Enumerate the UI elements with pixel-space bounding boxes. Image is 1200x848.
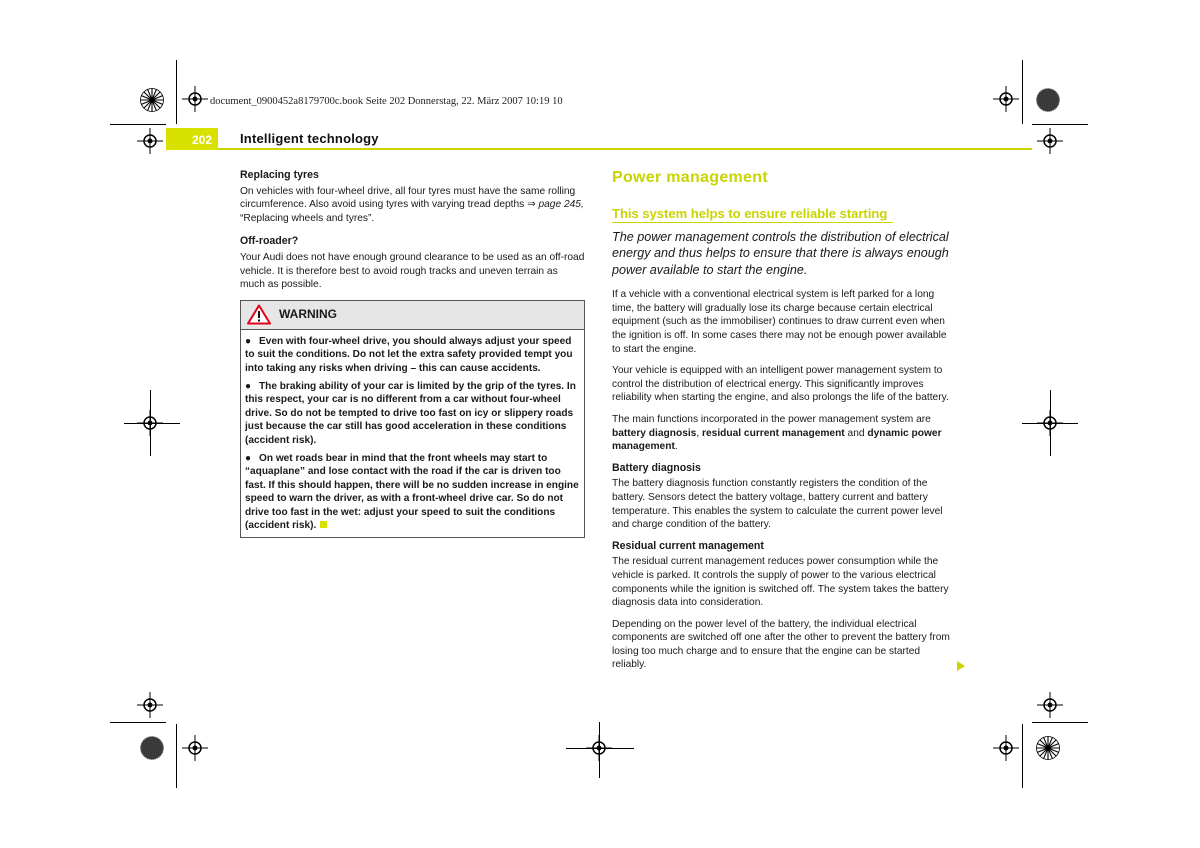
warning-item: ● Even with four-wheel drive, you should always adjust your speed to suit the conditions. Do not let the extra safety provided tempt you into taking any risks when driving – this can cause accidents.: [245, 335, 573, 374]
right-column: [612, 168, 957, 680]
crop-mark: [1050, 390, 1051, 456]
paragraph: The residual current management reduces power consumption while the vehicle is parked. It controls the supply of power to the various electrical components while the ignition is switched off. The system takes the battery diagnosis data into consideration.: [612, 556, 949, 609]
paragraph: Your vehicle is equipped with an intelligent power management system to control the distribution of electrical energy. This significantly improves reliability when starting the engine, and also prolongs the life of the battery.: [612, 365, 949, 404]
paragraph: The main functions incorporated in the power management system are battery diagnosis, residual current management and dynamic power management.: [612, 413, 942, 453]
crop-mark: [150, 390, 151, 456]
crop-mark: [124, 423, 180, 424]
power-management-subtitle: This system helps to ensure reliable starting: [612, 206, 893, 223]
residual-current-heading: Residual current management: [612, 539, 764, 552]
crop-mark: [1022, 724, 1023, 788]
intro-paragraph: The power management controls the distribution of electrical energy and thus helps to ensure that there is always enough power available to start the engine.: [612, 230, 949, 277]
crop-mark: [176, 724, 177, 788]
registration-target-icon: [137, 692, 163, 718]
offroad-paragraph: Your Audi does not have enough ground clearance to be used as an off-road vehicle. It is therefore best to avoid rough tracks and uneven terrain as much as possible.: [240, 251, 585, 291]
registration-target-icon: [993, 86, 1019, 112]
battery-diagnosis-heading: Battery diagnosis: [612, 461, 701, 474]
starburst-mark-icon: [140, 88, 164, 112]
solid-color-mark-icon: [140, 736, 164, 760]
registration-target-icon: [1037, 128, 1063, 154]
registration-target-icon: [182, 735, 208, 761]
warning-item: ● On wet roads bear in mind that the front wheels may start to “aquaplane” and lose contact with the road if the car is driven too fast. If this should happen, there will be no sudden increase in engine speed to warn the driver, as with a front-wheel drive car. So do not drive too fast in the wet: adjust your speed to suit the conditions (accident risk).: [245, 452, 579, 532]
warning-box: [240, 300, 585, 538]
registration-target-icon: [137, 128, 163, 154]
bullet-icon: ●: [245, 452, 252, 464]
warning-triangle-icon: [247, 304, 271, 325]
registration-target-icon: [993, 735, 1019, 761]
solid-color-mark-icon: [1036, 88, 1060, 112]
registration-target-icon: [1037, 692, 1063, 718]
warning-header: [241, 301, 584, 330]
continue-arrow-icon: [957, 661, 965, 671]
crop-mark: [110, 722, 166, 723]
paragraph: Depending on the power level of the battery, the individual electrical components are switched off one after the other to prevent the battery from losing too much charge and to ensure that the engine can be started reliably.: [612, 618, 950, 671]
power-management-title: Power management: [612, 169, 768, 186]
print-file-header: document_0900452a8179700c.book Seite 202 Donnerstag, 22. März 2007 10:19 10: [210, 96, 563, 107]
tyres-paragraph: On vehicles with four-wheel drive, all four tyres must have the same rolling circumference. Also avoid using tyres with varying tread depths ⇒ page 245, “Replacing wheels and tyres”.: [240, 185, 584, 224]
warning-body: [241, 330, 584, 537]
registration-target-icon: [182, 86, 208, 112]
tyres-heading: Replacing tyres: [240, 169, 319, 181]
end-of-section-icon: [320, 521, 327, 528]
page-number: 202: [166, 128, 218, 150]
bullet-icon: ●: [245, 380, 252, 392]
bullet-icon: ●: [245, 335, 252, 347]
warning-item: ● The braking ability of your car is limited by the grip of the tyres. In this respect, your car is no different from a car without four-wheel drive. So do not be tempted to drive too fast on icy or slippery roads just because the car still has good acceleration in these conditions (accident risk).: [245, 380, 576, 446]
warning-label: WARNING: [279, 306, 337, 321]
crop-mark: [110, 124, 166, 125]
crop-mark: [566, 748, 634, 749]
offroad-heading: Off-roader?: [240, 235, 299, 248]
starburst-mark-icon: [1036, 736, 1060, 760]
left-column: [240, 169, 585, 538]
crop-mark: [1032, 722, 1088, 723]
crop-mark: [599, 722, 600, 778]
paragraph: If a vehicle with a conventional electrical system is left parked for a long time, the battery will gradually lose its charge because certain electrical equipment (such as the immobiliser) continues to draw current even when the ignition is off. In some cases there may not be enough power available to start the engine.: [612, 289, 947, 355]
section-title: Intelligent technology: [240, 131, 379, 146]
crop-mark: [1032, 124, 1088, 125]
crop-mark: [176, 60, 177, 124]
crop-mark: [1022, 60, 1023, 124]
paragraph: The battery diagnosis function constantly registers the condition of the battery. Sensors detect the battery voltage, battery current and battery temperature. This enables the system to calculate the current power level and charge condition of the battery.: [612, 478, 943, 531]
page-reference-link[interactable]: page 245,: [538, 199, 584, 211]
